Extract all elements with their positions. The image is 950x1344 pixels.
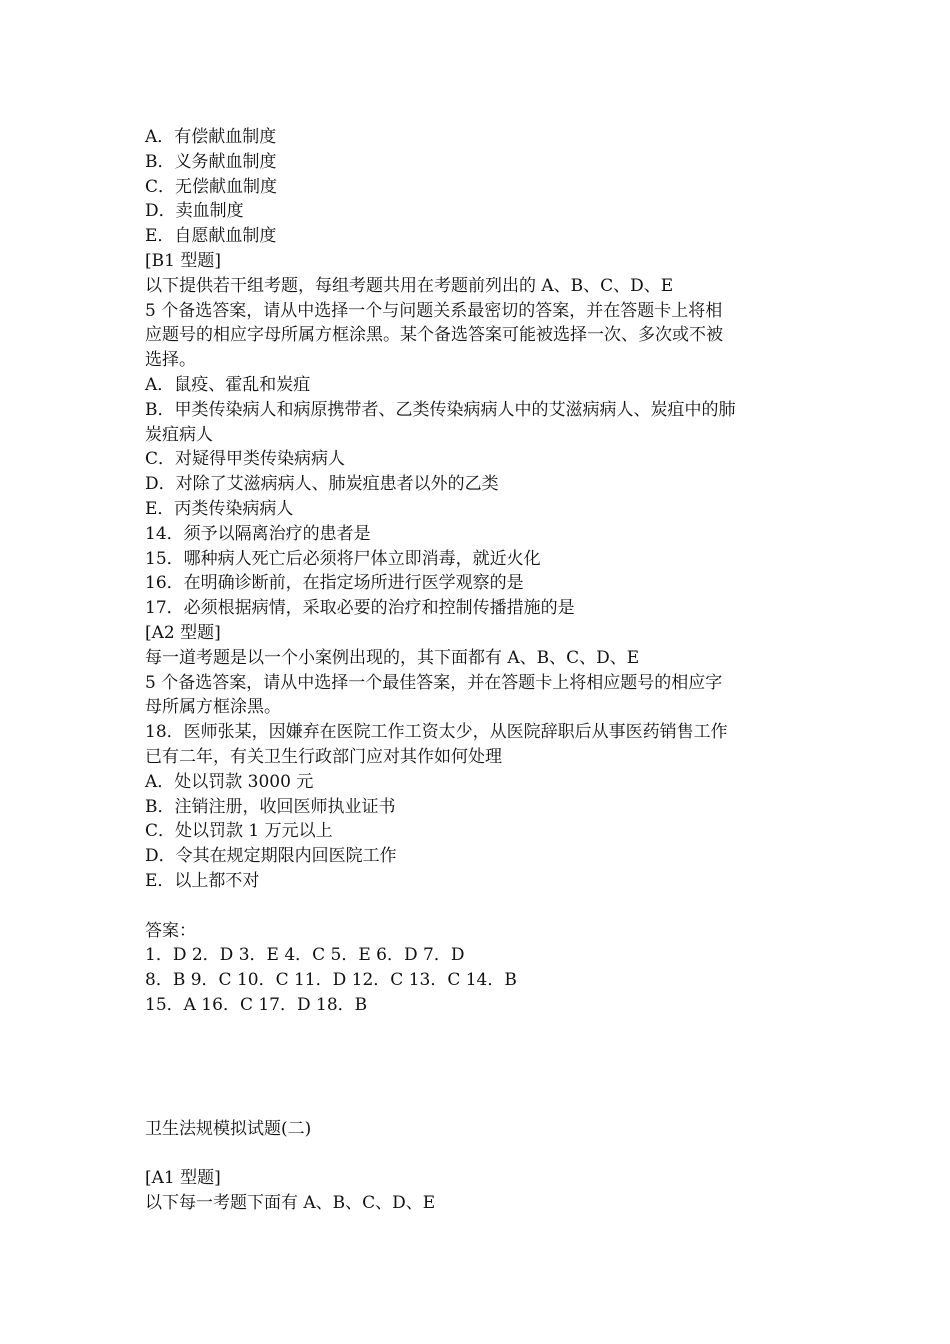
spacer (145, 894, 825, 919)
answers-label: 答案： (145, 920, 196, 941)
b1-section (145, 249, 825, 621)
section2-header: [A1 型题] (145, 1168, 221, 1189)
section2-instruction-line: 以下每一考题下面有 A、B、C、D、E (145, 1193, 436, 1214)
a2-option-e: E．以上都不对 (145, 870, 260, 891)
a2-instruction-line: 每一道考题是以一个小案例出现的，其下面都有 A、B、C、D、E (145, 647, 640, 668)
option-b: B．义务献血制度 (145, 151, 277, 172)
answers-line: 1．D 2．D 3．E 4．C 5．E 6．D 7．D (145, 945, 465, 966)
question-18: 18．医师张某，因嫌弃在医院工作工资太少，从医院辞职后从事医药销售工作 (145, 722, 728, 743)
b1-instruction-line: 选择。 (145, 350, 196, 371)
b1-header: [B1 型题] (145, 250, 221, 271)
option-a: A．有偿献血制度 (145, 127, 277, 147)
question-15: 15．哪种病人死亡后必须将尸体立即消毒，就近火化 (145, 548, 541, 569)
question-17: 17．必须根据病情，采取必要的治疗和控制传播措施的是 (145, 598, 575, 619)
section2 (145, 1117, 825, 1216)
answers-line: 8．B 9．C 10．C 11．D 12．C 13．C 14．B (145, 970, 517, 991)
b1-option-e: E．丙类传染病病人 (145, 498, 294, 519)
b1-option-b-cont: 炭疽病人 (145, 424, 213, 445)
a2-option-d: D．令其在规定期限内回医院工作 (145, 846, 397, 867)
question-16: 16．在明确诊断前，在指定场所进行医学观察的是 (145, 573, 524, 594)
a2-section (145, 621, 825, 894)
document-page (145, 125, 825, 1216)
question-18-cont: 已有二年，有关卫生行政部门应对其作如何处理 (145, 746, 502, 767)
a2-instruction-line: 母所属方框涂黑。 (145, 697, 281, 718)
b1-instruction-line: 5 个备选答案，请从中选择一个与问题关系最密切的答案，并在答题卡上将相 (145, 300, 723, 321)
spacer (145, 1141, 825, 1166)
b1-option-b: B．甲类传染病人和病原携带者、乙类传染病病人中的艾滋病病人、炭疽中的肺 (145, 399, 736, 420)
b1-option-c: C．对疑得甲类传染病病人 (145, 449, 346, 470)
question-14: 14．须予以隔离治疗的患者是 (145, 523, 371, 544)
option-e: E．自愿献血制度 (145, 226, 277, 247)
a2-instruction-line: 5 个备选答案，请从中选择一个最佳答案，并在答题卡上将相应题号的相应字 (145, 672, 723, 693)
spacer (145, 1018, 825, 1117)
answers-line: 15．A 16．C 17．D 18．B (145, 994, 368, 1015)
b1-instruction-line: 以下提供若干组考题，每组考题共用在考题前列出的 A、B、C、D、E (145, 275, 674, 296)
answers-section (145, 919, 825, 1018)
a2-option-a: A．处以罚款 3000 元 (145, 771, 314, 792)
option-c: C．无偿献血制度 (145, 176, 278, 197)
section2-title: 卫生法规模拟试题(二) (145, 1118, 312, 1139)
b1-instruction-line: 应题号的相应字母所属方框涂黑。某个备选答案可能被选择一次、多次或不被 (145, 325, 723, 346)
b1-option-d: D．对除了艾滋病病人、肺炭疽患者以外的乙类 (145, 474, 499, 495)
a2-header: [A2 型题] (145, 622, 221, 643)
block1-options (145, 125, 825, 249)
b1-option-a: A．鼠疫、霍乱和炭疽 (145, 374, 311, 395)
option-d: D．卖血制度 (145, 201, 244, 222)
a2-option-b: B．注销注册，收回医师执业证书 (145, 796, 396, 817)
a2-option-c: C．处以罚款 1 万元以上 (145, 821, 333, 842)
